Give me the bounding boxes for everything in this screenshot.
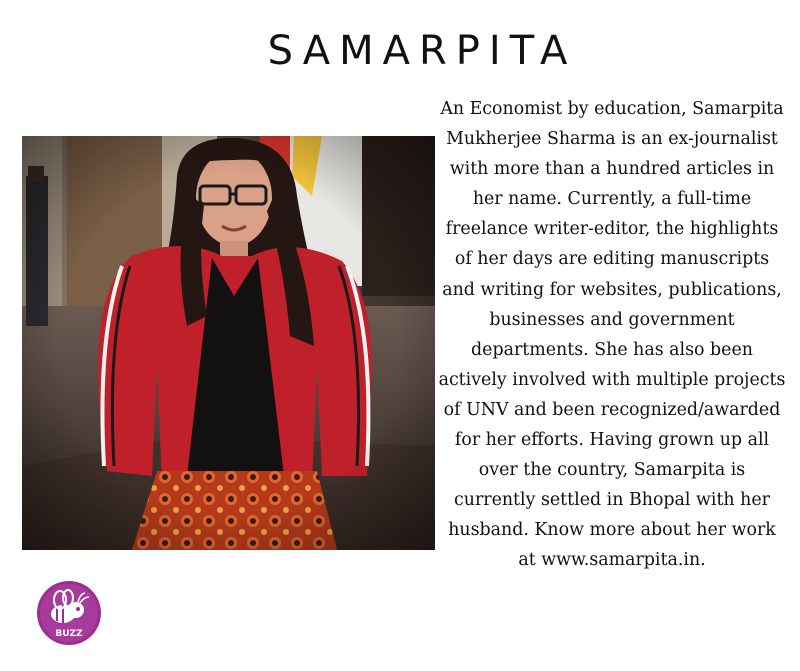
page-title: SAMARPITA	[267, 28, 577, 74]
bio-text: An Economist by education, Samarpita Mukherjee Sharma is an ex-journalist with more than a hundred articles in her name. Currently, a full-time freelance writer-editor, the highlights of her days are editing manuscripts and writing for websites, publications, businesses and government departments. She has also been actively involved with multiple projects of UNV and been recognized/awarded for her efforts. Having grown up all over the country, Samarpita is currently settled in Bhopal with her husband. Know more about her work at www.samarpita.in.	[438, 99, 786, 571]
buzz-logo	[36, 580, 102, 646]
logo-label: BUZZ	[55, 629, 83, 639]
portrait-photo	[22, 136, 435, 550]
